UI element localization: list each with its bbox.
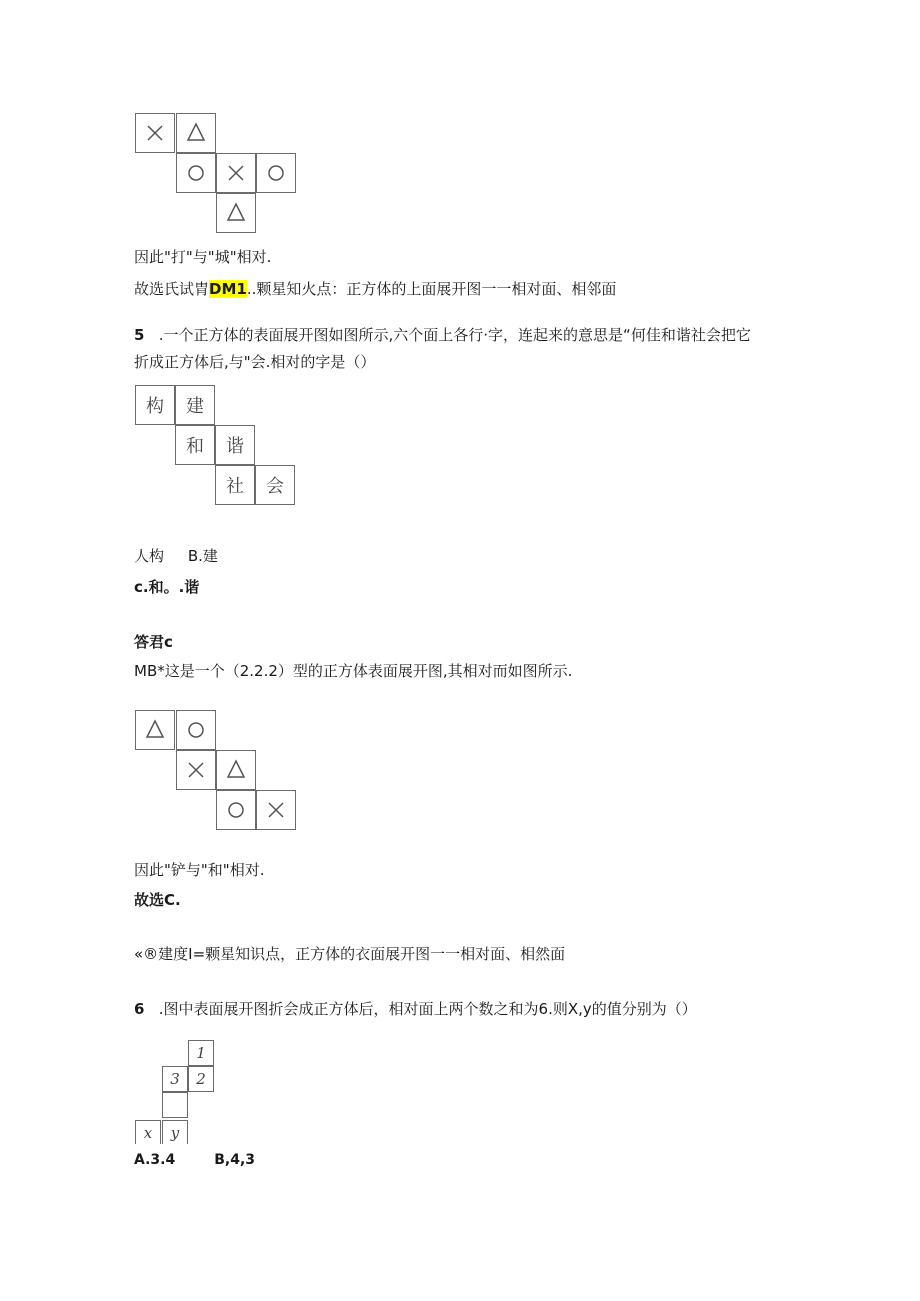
net-cell: 建 [175,385,215,425]
options-row-2: c.和。.谐 [134,578,200,596]
text-line [134,279,616,299]
question-text: .图中表面展开图折会成正方体后，相对面上两个数之和为6.则X,y的值分别为（） [158,1000,697,1018]
net-cell: x [135,1120,161,1144]
cross-icon [256,790,296,830]
option-a: 人构 [134,547,165,565]
text-line: 因此"铲与"和"相对. [134,861,265,879]
text-line: 故选C. [134,891,181,909]
net-cell [176,153,216,193]
circle-icon [216,790,256,830]
net-cell [162,1092,188,1118]
circle-icon [176,710,216,750]
net-cell [176,710,216,750]
net-cell: 1 [188,1040,214,1066]
text-line: 因此"打"与"城"相对. [134,248,272,266]
question-5-line-1 [134,325,751,345]
net-cell: 会 [255,465,295,505]
net-cell: 谐 [215,425,255,465]
options-row [134,1150,255,1170]
answer: 答君c [134,633,173,651]
net-cell: y [162,1120,188,1144]
net-cell [216,193,256,233]
triangle-icon [135,710,175,750]
option-a: A.3.4 [134,1152,176,1168]
net-cell [216,153,256,193]
option-b: B,4,3 [214,1152,256,1168]
circle-icon [256,153,296,193]
text-segment: ..颗星知火点：正方体的上面展开图一一相对面、相邻面 [246,280,617,298]
triangle-icon [176,113,216,153]
net-cell [216,790,256,830]
net-cell [256,790,296,830]
highlighted-text: DM1 [209,280,247,298]
question-number: 5 [134,326,145,344]
cross-icon [216,153,256,193]
cross-icon [135,113,175,153]
net-cell [216,750,256,790]
option-b: B.建 [187,547,218,565]
net-cell: 2 [188,1066,214,1092]
circle-icon [176,153,216,193]
net-cell: 构 [135,385,175,425]
text-segment: 故选氏试胄 [134,280,210,298]
net-cell [256,153,296,193]
triangle-icon [216,193,256,233]
question-number: 6 [134,1000,145,1018]
question-6-line [134,999,697,1019]
net-cell: 社 [215,465,255,505]
net-cell [135,710,175,750]
net-cell [176,750,216,790]
question-text: .一个正方体的表面展开图如图所示,六个面上各行·字，连起来的意思是“何佳和谐社会把它 [158,326,751,344]
net-cell: 3 [162,1066,188,1092]
net-cell [135,113,175,153]
analysis: MB*这是一个（2.2.2）型的正方体表面展开图,其相对而如图所示. [134,662,573,680]
question-5-line-2: 折成正方体后,与"会.相对的字是（） [134,353,376,371]
net-cell [176,113,216,153]
text-line: «®建度I=颗星知识点，正方体的衣面展开图一一相对面、相然面 [134,945,566,963]
options-row-1 [134,546,218,566]
cross-icon [176,750,216,790]
triangle-icon [216,750,256,790]
net-cell: 和 [175,425,215,465]
